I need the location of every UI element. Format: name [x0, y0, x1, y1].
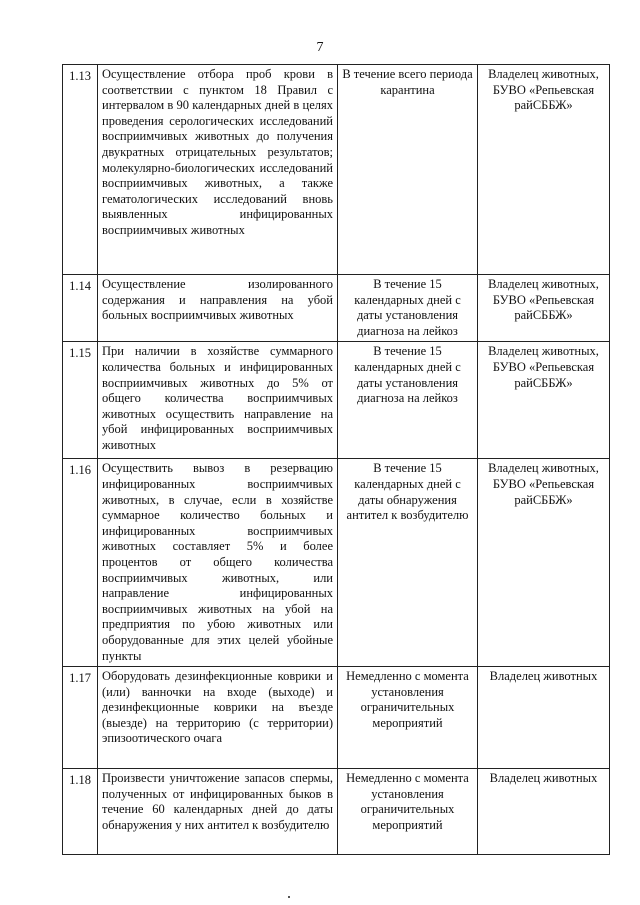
measure-description: Осуществить вывоз в резервацию инфицированных восприимчивых животных, в случае, если в хозяйстве суммарное количество больных и инфицированных восприимчивых животных составляет 5% и более процентов от общего количества восприимчивых животных, или направление инфицированных восприимчивых животных на убой на предприятия по убою животных или оборудованные для этих целей убойные пункты: [98, 459, 338, 667]
measure-description: Осуществление отбора проб крови в соответствии с пунктом 18 Правил с интервалом в 90 календарных дней в целях проведения серологических исследований восприимчивых животных до получения двукратных отрицательных результатов; молекулярно-биологических исследований восприимчивых животных, а также гематологических исследований вновь выявленных инфицированных восприимчивых животных: [98, 65, 338, 275]
row-number: 1.18: [63, 769, 98, 855]
measures-table: [62, 64, 610, 855]
table-row: [63, 769, 610, 855]
measure-responsible: Владелец животных, БУВО «Репьевская райСББЖ»: [478, 275, 610, 342]
measure-term: Немедленно с момента установления ограничительных мероприятий: [338, 667, 478, 769]
table-row: [63, 65, 610, 275]
measure-description: При наличии в хозяйстве суммарного количества больных и инфицированных восприимчивых животных до 5% от общего количества восприимчивых животных осуществить направление на убой инфицированных восприимчивых животных: [98, 342, 338, 459]
measure-responsible: Владелец животных: [478, 769, 610, 855]
table-row: [63, 275, 610, 342]
table-row: [63, 459, 610, 667]
page-number: 7: [316, 40, 324, 55]
measure-term: В течение 15 календарных дней с даты обнаружения антител к возбудителю: [338, 459, 478, 667]
measure-term: В течение всего периода карантина: [338, 65, 478, 275]
measure-responsible: Владелец животных, БУВО «Репьевская райСББЖ»: [478, 459, 610, 667]
row-number: 1.16: [63, 459, 98, 667]
measure-description: Произвести уничтожение запасов спермы, полученных от инфицированных быков в течение 60 календарных дней до даты обнаружения у них антител к возбудителю: [98, 769, 338, 855]
measure-responsible: Владелец животных, БУВО «Репьевская райСББЖ»: [478, 65, 610, 275]
row-number: 1.13: [63, 65, 98, 275]
table-row: [63, 342, 610, 459]
row-number: 1.15: [63, 342, 98, 459]
measure-responsible: Владелец животных: [478, 667, 610, 769]
row-number: 1.14: [63, 275, 98, 342]
scan-dot: [288, 896, 290, 898]
measure-responsible: Владелец животных, БУВО «Репьевская райСББЖ»: [478, 342, 610, 459]
measure-description: Осуществление изолированного содержания и направления на убой больных восприимчивых животных: [98, 275, 338, 342]
measure-description: Оборудовать дезинфекционные коврики и (или) ванночки на входе (выходе) и дезинфекционные коврики на въезде (выезде) на территорию (с территории) эпизоотического очага: [98, 667, 338, 769]
measure-term: В течение 15 календарных дней с даты установления диагноза на лейкоз: [338, 275, 478, 342]
measure-term: В течение 15 календарных дней с даты установления диагноза на лейкоз: [338, 342, 478, 459]
measure-term: Немедленно с момента установления ограничительных мероприятий: [338, 769, 478, 855]
table-row: [63, 667, 610, 769]
row-number: 1.17: [63, 667, 98, 769]
